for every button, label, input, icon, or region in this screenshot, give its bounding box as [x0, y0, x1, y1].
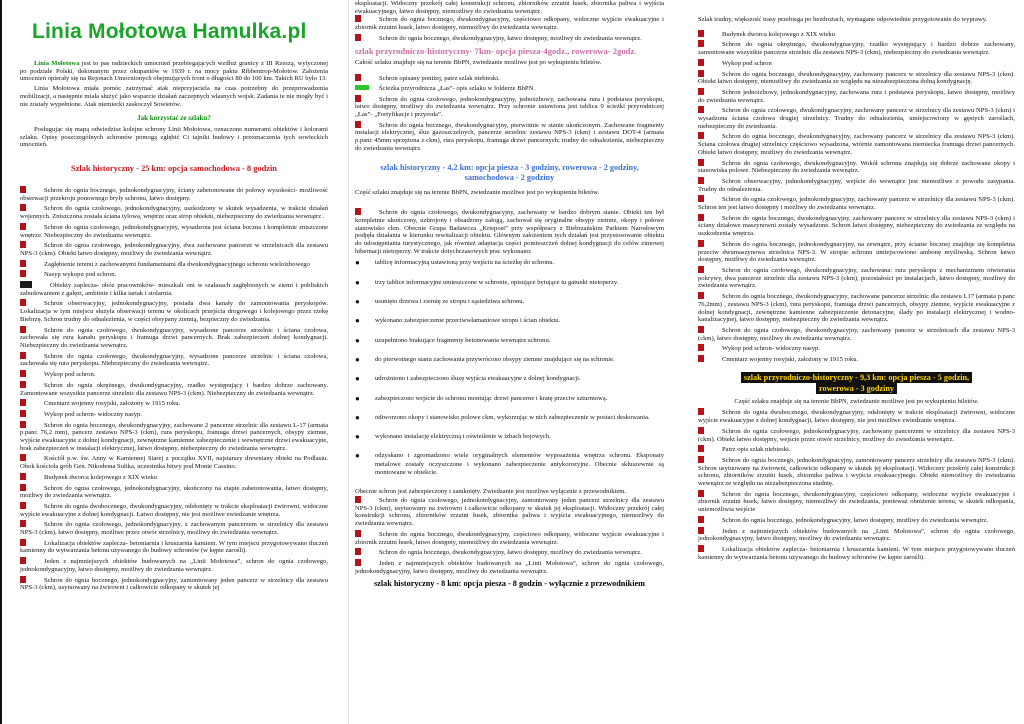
object-marker [698, 214, 704, 221]
object-item [20, 186, 328, 202]
route-red-continuation: eksploatacji. Widoczny przekrój całej konstrukcji schronu, zbiorników zrzutni łusek, zbiornika paliwa i wyjścia ewakuacyjnego, łatwo dostępny, niemożliwy do zwiedzania wewnątrz. [355, 0, 664, 15]
object-marker [698, 195, 704, 202]
object-item [20, 299, 328, 323]
intro-paragraph-3: Posługując się mapą odwiedzisz kolejne schrony Linii Mołotowa, oznaczone numerami obiektów i kolorami szlaku. Opisy poszczególnych schronów pomogą zgłębić Ci tajniki budowy i przeznaczenia tych sowieckich umocnień. [20, 125, 328, 149]
route-red-list [20, 186, 328, 592]
column-right [686, 0, 1021, 724]
object-marker [698, 456, 704, 463]
object-item [20, 502, 328, 518]
object-description: Schron do ognia czołowego, dwukondygnacyjny, wysadzone pancerze strzelnic i ściana czołowa, zachowała się rura kanału peryskopu i framuga drzwi pancernych. Brak zabezpieczeń dolnej kondygnacji. Niebezpieczny do zwiedzania wewnątrz. [20, 326, 328, 349]
object-description: Schron do ognia czołowego, jednokondygnacyjny, ukończony na etapie zabetonowania, łatwo dostępny, możliwy do zwiedzania wewnątrz. [20, 484, 328, 500]
restoration-bullet: ● uzupełniono brakujące fragmenty betonowania wewnątrz schronu. [355, 337, 664, 345]
object-marker [355, 208, 361, 215]
intro-text-1: jest to pas radzieckich umocnień przebiegających wzdłuż granicy z III Rzeszą, wytyczonej po podziale Polski, dokonanym przez okupantów w 1939 r. na mocy paktu Ribbentrop-Mołotow. Założenia umocnień opierały się na Rejonach Umocnionych obejmujących front o długości 80 do 100 km. Takich RU było 13. [20, 60, 328, 83]
object-item [698, 88, 1015, 104]
object-item [355, 121, 664, 153]
object-description: Schron do ognia bocznego, dwukondygnacyjny, częściowo odkopany, widoczne wyjście ewakuacyjne i zbiornik zrzutni łusek, łatwo dostępny, niemożliwy do zwiedzania wewnątrz. [355, 16, 664, 32]
object-item [698, 195, 1015, 211]
object-item [20, 539, 328, 555]
object-item [20, 421, 328, 453]
object-marker [355, 530, 361, 537]
object-item [698, 545, 1015, 561]
object-marker [698, 490, 704, 497]
object-marker [698, 408, 704, 415]
route-blue-lead-item [355, 208, 664, 255]
object-item [20, 520, 328, 536]
restoration-bullet: ● tablicę informacyjną ustawioną przy wejściu na ścieżkę do schronu. [355, 259, 664, 267]
route-guided-list [698, 30, 1015, 364]
route-pink-list [355, 74, 664, 152]
object-description: Schron do ognia bocznego, jednokondygnacyjny, zamontowany pancerz strzelnicy dla zestawu NPS-3 (ckm). Schron usytuowany na żwirowni, całkowicie odkopany w skutek jej eksploatacji. Widoczny przekrój całej konstrukcji schronu, zbiorników zrzutni łusek, zbiornika paliwa i wyjścia ewakuacyjnego. Obiekt niemożliwy do zwiedzania wewnątrz ze względu na niezabezpieczona studnię. [698, 456, 1015, 488]
object-item [20, 473, 328, 482]
object-description: Schron obserwacyjny, jednokondygnacyjny, wejście do wewnątrz jest niemożliwe z powodu zasypania. Trudny do odnalezienia. [698, 177, 1015, 193]
restoration-bullet-list [355, 259, 664, 477]
object-description: Schron do ognia okrężnego, dwukondygnacyjny, rzadko występujący i bardzo dobrze zachowany, zamontowane wszystkie pancerze strzelnic dla zestawu NPS-3 (ckm), niebezpieczny do zwiedzania wewnątrz. [698, 41, 1015, 57]
object-description: Schron do ognia dwubocznego, dwukondygnacyjny, odsłonięty w trakcie eksploatacji żwirowni, widoczne wyjście ewakuacyjne z dolnej kondygnacji. Łatwo dostępny, nie jest możliwe zwiedzanie wnętrza. [20, 502, 328, 518]
object-marker [698, 516, 704, 523]
object-description: Schron do ognia bocznego, jednokondygnacyjny, na zewnątrz, przy ścianie bocznej znajduje się kompletna przeciw dwumaszynowa strzelnica NPS-3. W stropie schronu umiejscowiono ambonę myśliwską. Schron łatwo dostępny, możliwy do zwiedzania wewnątrz. [698, 240, 1015, 264]
route-nature-list [698, 408, 1015, 561]
object-description: Schron do ognia bocznego, jednokondygnacyjny, ściany zabetonowane do połowy wysokości- możliwość obserwacji przekroju ponownego bryły schronu, łatwo dostępny. [20, 187, 328, 202]
object-description: Ścieżka przyrodnicza „Łas”- opis szlaku w folderze BbPN. [379, 84, 535, 92]
object-item [20, 557, 328, 573]
route-pink-title: szlak przyrodniczo-historyczny- 7km- opcja piesza-4godz., rowerowa- 2godz. [355, 45, 637, 56]
object-marker [698, 159, 704, 166]
object-description: Wykop pod schron- widoczny nasyp. [44, 410, 142, 418]
object-item [355, 530, 664, 546]
object-description: Schron do ognia czołowego, dwukondygnacyjny, zachowany pancerz w strzelnicy dla zestawu NPS-3 (ckm) i wysadzona ściana czołowa drugiej strzelnicy. Trudny do odnalezienia, umiejscowiony w gęstych zaroślach, niebezpieczny do zwiedzania. [698, 107, 1015, 130]
object-description: Schron do ognia czołowego, dwukondygnacyjny, zachowana: rura peryskopu z mechanizmem otwierania pokrywy, dwa pancerze strzelnic dla zestawu NPS-3 (ckm), pozostałości po instalacjach, łatwo dostępny, możliwy do zwiedzania wewnątrz. [698, 266, 1015, 290]
object-item [20, 352, 328, 368]
object-item [20, 454, 328, 470]
object-item [355, 15, 664, 31]
object-description: Lokalizacja obiektów zaplecza- betoniarnia i kruszarnia kamieni. W tym miejscu przygotowywano tłuczeń kamienny do wytwarzania betonu używanego do budowy schronów (w kępie zarośli). [20, 539, 328, 555]
object-marker [20, 399, 26, 406]
object-item [355, 74, 664, 83]
object-marker [355, 74, 361, 81]
route-blue-title: szlak historyczny - 4,2 km: opcja piesza - 3 godziny, rowerowa - 2 godziny, samochodowa - 2 godziny [380, 162, 639, 182]
route-nature-title-line1: szlak przyrodniczo-historyczny - 9,3 km: opcja piesza - 5 godzin, [741, 372, 972, 383]
object-description: Schron do ognia czołowego, jednokondygnacyjny, zachowany pancerzem w strzelnicy dla zestawu NPS-3 (ckm). Obiekt łatwo dostępny, wejście przez otwór strzelnicy, możliwy do zwiedzania wewnątrz. [698, 427, 1015, 443]
object-description: Schron do ognia bocznego, dwukondygnacyjny, zachowany pancerz w strzelnicy dla zestawu NPS-3 (ckm). Ściana czołowa drugiej strzelnicy częściowo wysadzona, wtórnie zamontowana niemiecka framuga drzwi pancernych. Obiekt łatwo dostępny, możliwy do zwiedzania wewnątrz. [698, 133, 1015, 156]
object-description: Schron do ognia dwubocznego, dwukondygnacyjny, odsłonięty w trakcie eksploatacji żwirowni, widoczne wyjście ewakuacyjne z dolnej kondygnacji, łatwo dostępny, nie jest możliwe zwiedzanie wnętrza. [698, 409, 1015, 425]
object-marker [20, 539, 26, 546]
object-marker [698, 445, 704, 452]
object-item [698, 40, 1015, 56]
route-guided-note: Szlak trudny, większość trasy przebiega po bezdrożach, wymagane odpowiednie przygotowanie do wyprawy. [698, 16, 988, 23]
object-marker [20, 186, 26, 193]
object-description: Nasyp wykopu pod schron. [44, 271, 117, 279]
route-nature-title-line2: rowerowa - 3 godziny [816, 383, 897, 394]
route-pink-note: Całość szlaku znajduje się na terenie BbPN, zwiedzanie możliwe jest po wykupieniu biletów. [355, 58, 602, 66]
object-item [698, 70, 1015, 86]
object-item [355, 85, 664, 93]
object-marker [20, 557, 26, 564]
object-description: Zagłębienie terenu z zachowanymi fundamentami dla dwukondygnacyjnego schronu wieloizbowego [44, 260, 310, 268]
route-blue-lead-text: Schron do ognia czołowego, dwukondygnacyjny, zachowany w bardzo dobrym stanie. Obiekt ten był kompletnie ukończony, uzbrojony i obsadzony załogą, zachował się oryginalne obsypy ziemne, okopy i połowe stanowisko ckm. Obecnie Grupa Badawcza „Kriepost” przy współpracy z Biebrzańskim Parkiem Narodowym podjęła działania w kierunku rewitalizacji obiektu. Głównym założeniem tych działań jest przystosowanie obiektu do udostępniania turystycznego, jak również adaptacja części pomieszczeń dolnej kondygnacji do celów zimowej hibernacji nietoperzy. W trakcie dotychczasowych prac wykonano: [355, 209, 664, 255]
object-marker [355, 34, 361, 41]
object-marker [20, 204, 26, 211]
object-marker [355, 95, 361, 102]
object-marker [698, 292, 704, 299]
column-middle [348, 0, 672, 724]
object-item [698, 30, 1015, 39]
object-description: Schron do ognia okrężnego, dwukondygnacyjny, rzadko występujący i bardzo dobrze zachowany. Zamontowane wszystkie pancerze strzelnic dla zestawu NPS-3 (ckm). Niebezpieczny do zwiedzania wewnątrz. [20, 381, 328, 397]
route-red-title: Szlak historyczny - 25 km: opcja samochodowa - 8 godzin [71, 164, 277, 174]
object-item [698, 159, 1015, 175]
restoration-bullet: ● zabezpieczono wejście do schronu montując drzwi pancerne i kratę przeciw szturmową. [355, 395, 664, 403]
object-description: Jeden z najmniejszych obiektów budowanych na „Linii Mołotowa”, schron do ognia czołowego, jednokondygnacyjny, łatwo dostępny, możliwy do zwiedzania wewnątrz. [355, 559, 664, 575]
object-item [20, 204, 328, 220]
intro-paragraph-1 [20, 60, 328, 83]
object-marker [355, 85, 369, 90]
object-item [698, 292, 1015, 324]
object-marker [698, 240, 704, 247]
route-guided-title: szlak historyczny - 8 km: opcja piesza - 8 godzin - wyłącznie z przewodnikiem [374, 579, 645, 589]
object-item [698, 490, 1015, 514]
object-item [698, 445, 1015, 454]
object-description: Schron do ognia bocznego, dwukondygnacyjny, częściowo odkopany, widoczne wyjście ewakuacyjne i zbiornik zrzutni łusek, łatwo dostępny, niemożliwy do zwiedzania, ponieważ obniżenie terenu, w skutek odkopania, uniemożliwia wejście [698, 490, 1015, 514]
object-description: Schron do ognia bocznego, dwukondygnacyjny, łatwo dostępny, możliwy do zwiedzania wewnątrz. [379, 549, 642, 557]
object-description: Schron do ognia czołowego, jednokondygnacyjny, wysadzona jest ściana boczna i kompletnie zniszczone wnętrze. Niebezpieczny do zwiedzania wewnątrz. [20, 223, 328, 239]
object-item [698, 132, 1015, 156]
object-item [698, 527, 1015, 543]
object-item [20, 484, 328, 500]
object-description: Schron do ognia czołowego, jednokondygnacyjny, jednoizbowy, zachowana rura i podstawa peryskopu, łatwo dostępny, możliwy do zwiedzania wewnątrz. Przy schronie ustawiona jest tablica 9 ścieżki przyrodniczej „Łas”- „Fortyfikacje i przyroda”. [355, 95, 664, 119]
route-nature-note: Część szlaku znajduje się na terenie BbPN, zwiedzanie możliwe jest po wykupieniu biletów. [734, 397, 979, 405]
object-marker [355, 121, 361, 128]
object-marker [20, 241, 26, 248]
object-marker [698, 59, 704, 66]
object-marker [20, 352, 26, 359]
object-item [698, 408, 1015, 424]
object-marker [20, 260, 26, 267]
object-marker [698, 326, 704, 333]
object-marker [20, 223, 26, 230]
object-item [355, 548, 664, 557]
object-description: Schron do ognia czołowego, dwukondygnacyjny, zachowany pancerz w strzelnicach dla zestawu NPS-3 (ckm), łatwo dostępny, możliwy do zwiedzania wewnątrz. [698, 326, 1015, 342]
object-description: Schron obserwacyjny, jednokondygnacyjny, posiada dwa kanały do zamontowania peryskopów. Lokalizacja w tym miejscu służyła obserwacji terenu w okolicach przejścia drogowego i kolejowego przez rzekę Biebrzę. Schron trudny do odnalezienia, w części obsypany ziemią, bezpieczny do zwiedzania. [20, 300, 328, 323]
object-marker [698, 70, 704, 77]
object-item [20, 281, 328, 297]
object-description: Jeden z najmniejszych obiektów budowanych na „Linii Mołotowa”, schron do ognia czołowego, jednokondygnacyjny, łatwo dostępny, możliwy do zwiedzania wewnątrz. [698, 527, 1015, 543]
object-marker [355, 496, 361, 503]
object-description: Schron do ognia bocznego, dwukondygnacyjny, pierwotnie w stanie ukończonym. Zachowane fragmenty instalacji elektrycznej, śluz gazoszczelnych, pancerze strzelnic zestawu NPS-3 (ckm) i zestawu DOT-4 (armata p.panc 45mm sprzężona z ckm), rura peryskopu, framuga drzwi pancernych; trudny do odnalezienia, niebezpieczny do zwiedzania wewnątrz. [355, 121, 664, 152]
object-marker [20, 421, 26, 428]
object-description: Cmentarz wojenny rosyjski, założony w 1915 roku. [722, 356, 859, 364]
object-description: Schron do ognia bocznego, dwukondygnacyjny, zachowane 2 pancerze strzelnic dla zestawu L-17 (armata p.panc 76,2 mm), pancerz zestawu NPS-3 (ckm), rura peryskopu, framuga drzwi pancernych, obsypy ziemne, wyjście ewakuacyjne z dolnej kondygnacji, zewnętrzne kamienne zabezpieczenie i wewnętrzne drzwi ewakuacyjne, brak zabezpieczeń w instalacji elektrycznej, łatwo dostępny, niebezpieczny do zwiedzania wewnątrz. [20, 421, 328, 452]
object-item [698, 355, 1015, 364]
object-marker [20, 299, 26, 306]
object-item [20, 326, 328, 350]
object-description: Schron do ognia bocznego, dwukondygnacyjny, zachowane pancerze strzelnic dla zestawu L17 (armata p.panc 76,2mm) , zestawu NPS-3 (ckm), rura peryskopu, framuga drzwi pancernych, obsypy ziemne, wyjście ewakuacyjne z dolnej kondygnacji, zewnętrzne kamienne zabezpieczenie detonacyjne, ślady po instalacji elektrycznej i wodno- kanalizacyjnej, łatwo dostępny, niebezpieczny do zwiedzania wewnątrz. [698, 293, 1015, 324]
route-red-list-continued [355, 15, 664, 42]
object-marker [20, 454, 26, 461]
object-marker [698, 344, 704, 351]
object-description: Patrz opis szlak niebieski. [722, 446, 791, 454]
object-description: Schron do ognia bocznego, dwukondygnacyjny, łatwo dostępny, możliwy do zwiedzania wewnątrz. [379, 34, 642, 42]
object-marker [698, 88, 704, 95]
object-item [698, 427, 1015, 443]
object-marker [20, 473, 26, 480]
object-description: Schron opisany poniżej, patrz szlak niebieski. [379, 75, 500, 83]
restoration-bullet: ● trzy tablice informacyjne umieszczone w schronie, opisujące bytujące tu gatunki nietoperzy. [355, 279, 664, 287]
object-item [355, 559, 664, 575]
object-item [698, 240, 1015, 264]
object-item [355, 496, 664, 528]
object-item [698, 326, 1015, 342]
object-item [20, 241, 328, 257]
object-marker [698, 545, 704, 552]
object-description: Schron do ognia bocznego, dwukondygnacyjny, zachowany pancerz w strzelnicy dla zestawu NPS-3 (ckm). Obiekt łatwo dostępny, niemożliwy do zwiedzania ze względu na niezabezpieczona dolną kondygnację. [698, 70, 1015, 86]
object-marker [20, 484, 26, 491]
object-description: Schron do ognia bocznego, jednokondygnacyjny, zamontowany jeden pancerz w strzelnicy dla zestawu NPS-3 (ckm), usytuowany na żwirowni i całkowicie odkopany w skutek jej [20, 576, 328, 592]
object-description: Schron do ognia czołowego, jednokondygnacyjny, dwa zachowane pancerze w strzelnicach dla zestawu NPS-3 (ckm). Obiekt łatwo dostępny, możliwy do zwiedzania wewnątrz. [20, 242, 328, 257]
object-description: Schron do ognia czołowego, jednokondygnacyjny, z zachowanym pancerzem w strzelnicy dla zestawu NPS-3 (ckm), łatwo dostępny, możliwe przez otwór strzelnicy, możliwy do zwiedzania wewnątrz. [20, 521, 328, 537]
object-description: Wykop pod schron- widoczny nasyp. [722, 345, 820, 353]
object-description: Obiekty zaplecza- obóz pracowników- mieszkali oni w szałasach zagłębionych w ziemi i pobliskich zabudowaniem z gałęzi, ambitnie i kilka tartak i stolarnia. [20, 282, 328, 297]
object-marker [698, 132, 704, 139]
object-marker [698, 30, 704, 37]
object-marker [698, 177, 704, 184]
object-marker [20, 502, 26, 509]
object-description: Schron jednoizbowy, jednokondygnacyjny, zachowana rura i podstawa peryskopu, łatwo dostępny, możliwy do zwiedzania wewnątrz. [698, 88, 1015, 104]
object-item [20, 399, 328, 408]
object-description: Budynek dworca kolejowego z XIX wieku [44, 473, 157, 481]
object-marker [20, 410, 26, 417]
object-marker [20, 370, 26, 377]
intro-section [20, 60, 328, 149]
object-description: Jeden z najmniejszych obiektów budowanych na „Linii Mołotowa”, schron do ognia czołowego, jednokondygnacyjny, łatwo dostępny, możliwy do zwiedzania wewnątrz. [20, 558, 328, 573]
object-item [698, 177, 1015, 193]
object-marker [355, 15, 361, 22]
object-item [698, 59, 1015, 68]
object-description: Cmentarz wojenny rosyjski, założony w 1915 roku. [44, 400, 181, 408]
object-item [20, 381, 328, 397]
route-nature-title [698, 372, 1015, 394]
object-marker [20, 381, 26, 388]
object-item [20, 576, 328, 592]
object-item [20, 270, 328, 279]
object-description: Schron do ognia bocznego, jednokondygnacyjny, łatwo dostępny, możliwy do zwiedzania wewnątrz. [722, 516, 989, 524]
object-marker [20, 326, 26, 333]
object-marker [698, 266, 704, 273]
object-description: Schron do ognia bocznego, dwukondygnacyjny, zachowany pancerz w strzelnicy dla zestawu NPS-3 (ckm) i ściany działowe maszynowni zostały wysadzone. Schron łatwo dostępny, niebezpieczny do zwiedzania ze względu na uszkodzenia wnętrza. [698, 214, 1015, 238]
object-item [698, 106, 1015, 130]
object-marker [355, 559, 361, 566]
restoration-bullet: ● wykonano instalację elektryczną i oświetlenie w izbach bojowych. [355, 433, 664, 441]
object-description: Wykop pod schron. [44, 371, 96, 379]
object-description: Lokalizacja obiektów zaplecza- betoniarnia i kruszarnia kamieni. W tym miejscu przygotowywano tłuczeń kamienny do wytwarzania betonu używanego do budowy schronów (w kępie zarośli). [698, 545, 1015, 561]
object-item [20, 370, 328, 379]
intro-paragraph-2: Linia Mołotowa miała pomóc zatrzymać atak nieprzyjaciela na czas potrzebny do przeprowadzenia mobilizacji, a następnie miała służyć jako wsparcie działań zaczepnych własnych wojsk. Zadania te nie mogły być i nie zostały wypełnione. Atak niemiecki zaskoczył Sowietów. [20, 85, 328, 108]
object-marker [20, 576, 26, 583]
route-blue-note: Część szlaku znajduje się na terenie BbPN, zwiedzanie możliwe jest po wykupieniu biletów. [355, 188, 600, 196]
object-item [20, 410, 328, 419]
object-marker [355, 548, 361, 555]
object-item [698, 516, 1015, 525]
object-marker [698, 106, 704, 113]
object-description: Schron do ognia czołowego, jednokondygnacyjny, uszkodzony w skutek wysadzenia, w trakcie działań wojennych. Zniszczona została ściana tylowa, wnętrze oraz strop obiektu, niebezpieczny do zwiedzania wewnątrz . [20, 205, 328, 221]
object-item [698, 456, 1015, 488]
object-description: Schron do ognia czołowego, dwukondygnacyjny. Wokół schronu znajdują się dobrze zachowane okopy i stanowiska polowe. Niebezpieczny do zwiedzania wewnątrz. [698, 159, 1015, 175]
route-blue-list [355, 496, 664, 575]
object-description: Schron do ognia czołowego, jednokondygnacyjny, zachowany pancerz w strzelnicy dla zestawu NPS-3 (ckm). Schron ten jest łatwo dostępny i możliwy do zwiedzania wewnątrz. [698, 196, 1015, 212]
object-item [20, 260, 328, 269]
object-marker [20, 520, 26, 527]
object-description: Schron do ognia czołowego, dwukondygnacyjny, wysadzone pancerze strzelnic i ściana czołowa, zachowała się rura peryskopu. Niebezpieczny do zwiedzania wewnątrz. [20, 352, 328, 368]
object-description: Wykop pod schron [722, 59, 772, 67]
object-description: Kościół p.w. św. Anny w Kamiennej Starej z początku XVII, najstarszy drewniany obiekt na Podlasiu. Obok kościoła grób Gen. Nikodema Sulika, uczestnika bitwy pod Monte Cassino. [20, 455, 328, 471]
column-left [12, 0, 334, 724]
how-to-use-heading: Jak korzystać ze szlaku? [137, 114, 211, 123]
object-description: Schron do ognia bocznego, dwukondygnacyjny, częściowo odkopany, widoczne wyjście ewakuacyjne i zbiornik zrzutni łusek, łatwo dostępny, niemożliwy do zwiedzania wewnątrz. [355, 530, 664, 546]
restoration-bullet: ● usunięto drzewa i ziemię ze stropu i sąsiedztwa schronu. [355, 298, 664, 306]
restoration-bullet: ● wykonano zabezpieczenie przeciwwłamaniowe stropu i ścian obiektu. [355, 317, 664, 325]
object-description: Budynek dworca kolejowego z XIX wieku [722, 30, 835, 38]
object-item [698, 214, 1015, 238]
object-item [698, 266, 1015, 290]
site-title: Linia Mołotowa Hamulka.pl [32, 20, 307, 43]
restoration-bullet: ● udrożniono i zabezpieczono śluzę wyjścia ewakuacyjne z dolnej kondygnacji. [355, 375, 664, 383]
object-item [355, 34, 664, 43]
object-marker [698, 527, 704, 534]
object-item [20, 223, 328, 239]
restoration-bullet: ● odtworzono okopy i stanowisko polowe ckm, wykorzując w nich zabezpieczenie w postaci deskowania. [355, 414, 664, 422]
object-marker [20, 281, 32, 288]
object-item [355, 95, 664, 119]
object-marker [20, 270, 26, 277]
route-blue-after: Obecnie schron jest zabezpieczony i zamknięty. Zwiedzanie jest możliwe wyłącznie z przewodnikiem. [355, 488, 627, 496]
object-item [698, 344, 1015, 353]
intro-term: Linia Mołotowa [34, 60, 80, 67]
object-marker [698, 427, 704, 434]
object-description: Schron do ognia czołowego, jednokondygnacyjny, zamontowany jeden pancerz strzelnicy dla zestawu NPS-3 (ckm), usytuowany na żwirowni i całkowicie odkopany w skutek jej eksploatacji. Widoczny przekrój całej konstrukcji schronu, zbiorników zrzutni łusek, zbiornika paliwa i wyjścia ewakuacyjnego, niemożliwy do zwiedzania wewnątrz. [355, 497, 664, 528]
restoration-bullet: ● do pierwotnego stanu zachowania przywrócono obsypy ziemne znajdujące się na schronie. [355, 356, 664, 364]
object-marker [698, 40, 704, 47]
restoration-bullet: ● odzyskano i zgromadzono wiele oryginalnych elementów wyposażenia wnętrza schronu. Eksponaty metalowe zostały oczyszczone i wykonano zabezpieczenie antykorozyjne. Obecnie skłuszewnie są montowane w obiekcie. [355, 452, 664, 477]
object-marker [698, 355, 704, 362]
